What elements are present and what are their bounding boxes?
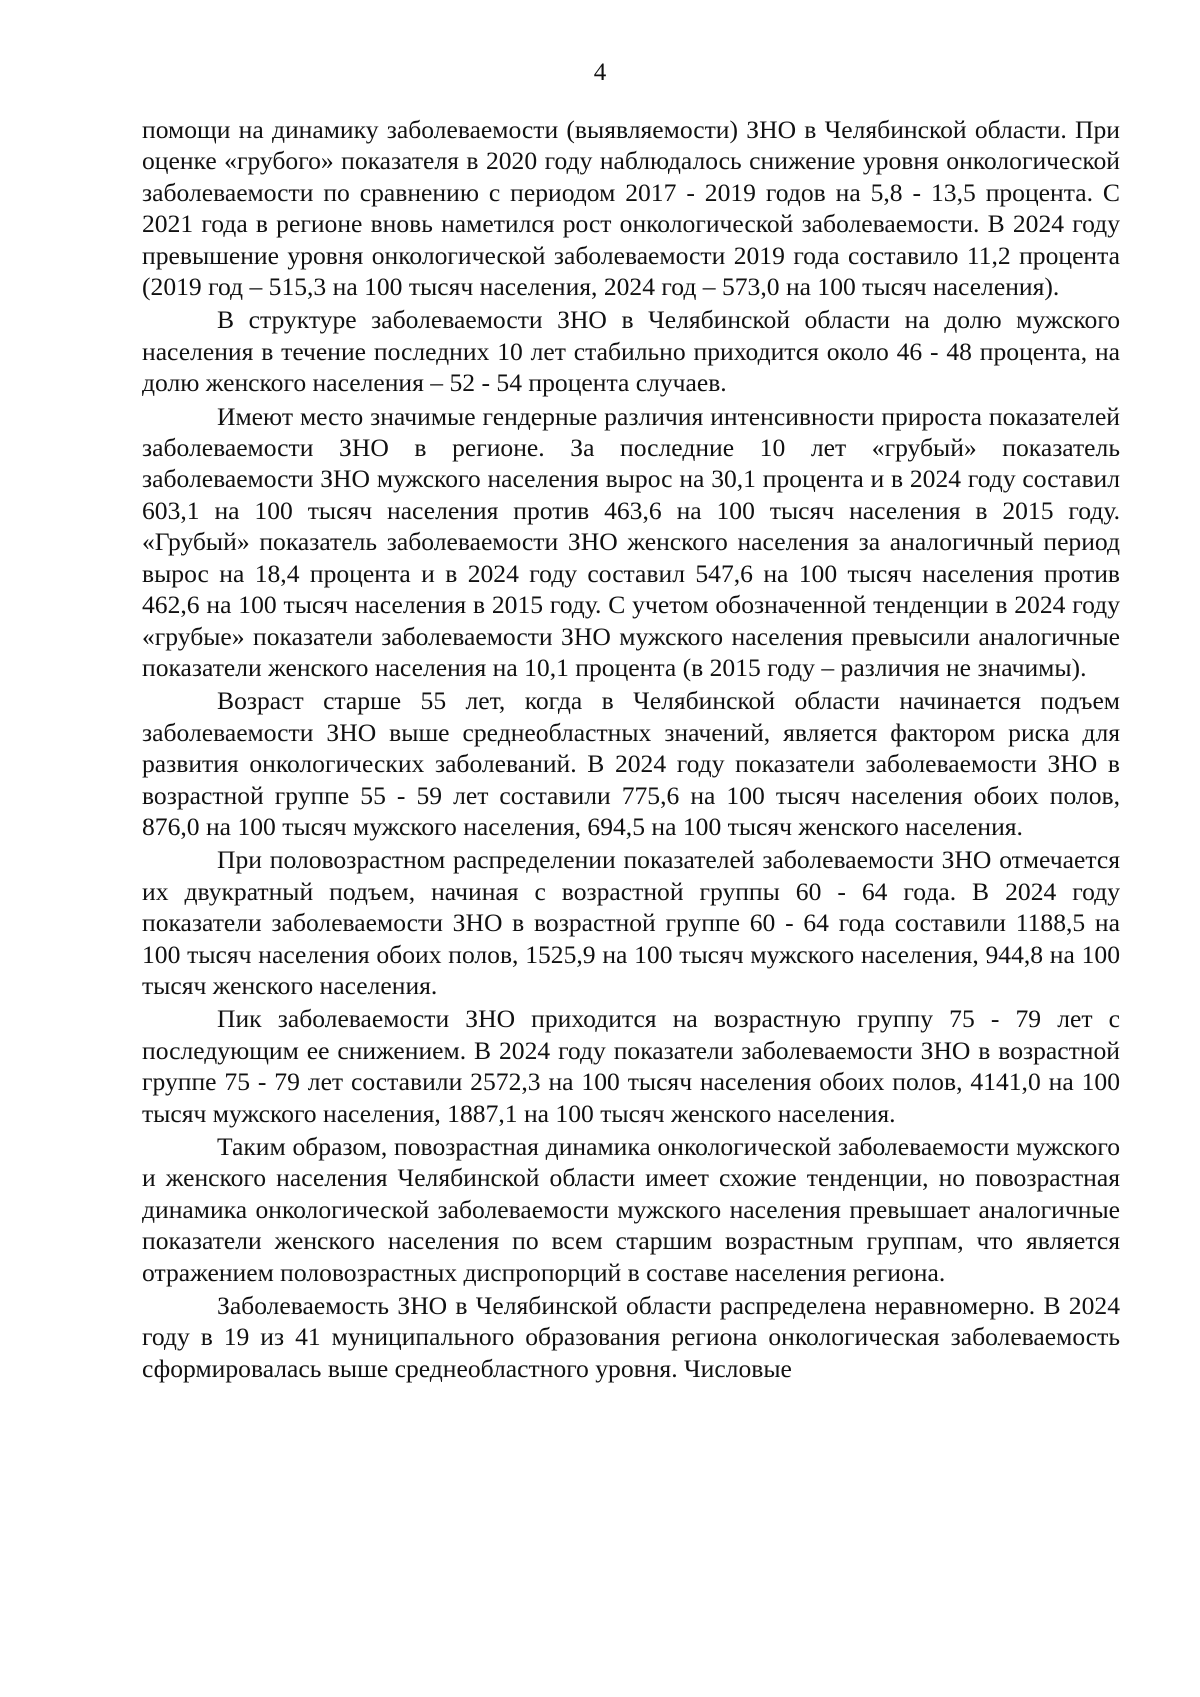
paragraph-age-60-64: При половозрастном распределении показателей заболеваемости ЗНО отмечается их двукратный подъем, начиная с возрастной группы 60 - 64 года. В 2024 году показатели заболеваемости ЗНО в возрастной группе 60 - 64 года составили 1188,5 на 100 тысяч населения обоих полов, 1525,9 на 100 тысяч мужского населения, 944,8 на 100 тысяч женского населения.	[142, 845, 1120, 1000]
document-body	[142, 114, 1120, 1384]
paragraph-gender-differences: Имеют место значимые гендерные различия интенсивности прироста показателей заболеваемости ЗНО в регионе. За последние 10 лет «грубый» показатель заболеваемости ЗНО мужского населения вырос на 30,1 процента и в 2024 году составил 603,1 на 100 тысяч населения против 463,6 на 100 тысяч населения в 2015 году. «Грубый» показатель заболеваемости ЗНО женского населения за аналогичный период вырос на 18,4 процента и в 2024 году составил 547,6 на 100 тысяч населения против 462,6 на 100 тысяч населения в 2015 году. С учетом обозначенной тенденции в 2024 году «грубые» показатели заболеваемости ЗНО мужского населения превысили аналогичные показатели женского населения на 10,1 процента (в 2015 году – различия не значимы).	[142, 401, 1120, 682]
paragraph-conclusion: Таким образом, повозрастная динамика онкологической заболеваемости мужского и женского населения Челябинской области имеет схожие тенденции, но повозрастная динамика онкологической заболеваемости мужского населения превышает аналогичные показатели женского населения по всем старшим возрастным группам, что является отражением половозрастных диспропорций в составе населения региона.	[142, 1132, 1120, 1287]
paragraph-age-75-79: Пик заболеваемости ЗНО приходится на возрастную группу 75 - 79 лет с последующим ее снижением. В 2024 году показатели заболеваемости ЗНО в возрастной группе 75 - 79 лет составили 2572,3 на 100 тысяч населения обоих полов, 4141,0 на 100 тысяч мужского населения, 1887,1 на 100 тысяч женского населения.	[142, 1004, 1120, 1128]
paragraph-continuation: помощи на динамику заболеваемости (выявляемости) ЗНО в Челябинской области. При оценке «грубого» показателя в 2020 году наблюдалось снижение уровня онкологической заболеваемости по сравнению с периодом 2017 - 2019 годов на 5,8 - 13,5 процента. С 2021 года в регионе вновь наметился рост онкологической заболеваемости. В 2024 году превышение уровня онкологической заболеваемости 2019 года составило 11,2 процента (2019 год – 515,3 на 100 тысяч населения, 2024 год – 573,0 на 100 тысяч населения).	[142, 115, 1120, 302]
paragraph-municipal-distribution: Заболеваемость ЗНО в Челябинской области распределена неравномерно. В 2024 году в 19 из 41 муниципального образования региона онкологическая заболеваемость сформировалась выше среднеобластного уровня. Числовые	[142, 1291, 1120, 1383]
paragraph-age-55: Возраст старше 55 лет, когда в Челябинской области начинается подъем заболеваемости ЗНО выше среднеобластных значений, является фактором риска для развития онкологических заболеваний. В 2024 году показатели заболеваемости ЗНО в возрастной группе 55 - 59 лет составили 775,6 на 100 тысяч населения обоих полов, 876,0 на 100 тысяч мужского населения, 694,5 на 100 тысяч женского населения.	[142, 686, 1120, 841]
page-number: 4	[593, 59, 607, 86]
paragraph-gender-structure: В структуре заболеваемости ЗНО в Челябинской области на долю мужского населения в течение последних 10 лет стабильно приходится около 46 - 48 процента, на долю женского населения – 52 - 54 процента случаев.	[142, 305, 1120, 398]
